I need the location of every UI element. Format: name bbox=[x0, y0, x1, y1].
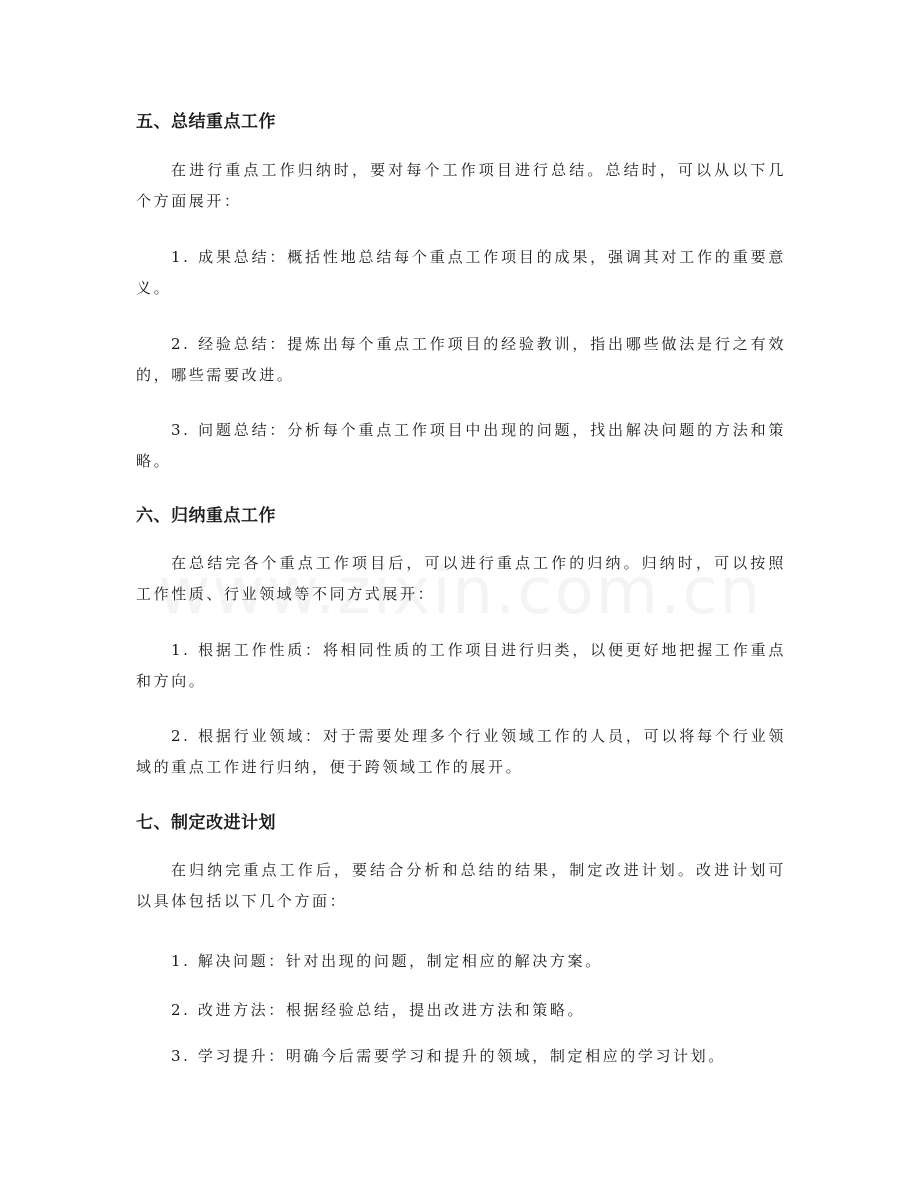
section-6-item-1: 1. 根据工作性质：将相同性质的工作项目进行归类，以便更好地把握工作重点和方向。 bbox=[136, 641, 786, 690]
section-heading-7: 七、制定改进计划 bbox=[136, 813, 276, 833]
section-6-intro: 在总结完各个重点工作项目后，可以进行重点工作的归纳。归纳时，可以按照工作性质、行业领域等不同方式展开： bbox=[136, 554, 786, 603]
section-7-intro: 在归纳完重点工作后，要结合分析和总结的结果，制定改进计划。改进计划可以具体包括以下几个方面： bbox=[136, 861, 786, 910]
section-7-item-3: 3. 学习提升：明确今后需要学习和提升的领域，制定相应的学习计划。 bbox=[171, 1047, 726, 1065]
section-6-item-2: 2. 根据行业领域：对于需要处理多个行业领域工作的人员，可以将每个行业领域的重点工作进行归纳，便于跨领域工作的展开。 bbox=[136, 727, 786, 776]
section-heading-6: 六、归纳重点工作 bbox=[136, 506, 276, 526]
section-5-item-1: 1. 成果总结：概括性地总结每个重点工作项目的成果，强调其对工作的重要意义。 bbox=[136, 248, 786, 297]
section-7-item-2: 2. 改进方法：根据经验总结，提出改进方法和策略。 bbox=[171, 1001, 586, 1019]
section-5-intro: 在进行重点工作归纳时，要对每个工作项目进行总结。总结时，可以从以下几个方面展开： bbox=[136, 161, 786, 210]
section-5-item-2: 2. 经验总结：提炼出每个重点工作项目的经验教训，指出哪些做法是行之有效的，哪些需要改进。 bbox=[136, 335, 786, 384]
section-7-item-1: 1. 解决问题：针对出现的问题，制定相应的解决方案。 bbox=[171, 952, 603, 970]
section-5-item-3: 3. 问题总结：分析每个重点工作项目中出现的问题，找出解决问题的方法和策略。 bbox=[136, 421, 786, 470]
section-heading-5: 五、总结重点工作 bbox=[136, 112, 276, 132]
